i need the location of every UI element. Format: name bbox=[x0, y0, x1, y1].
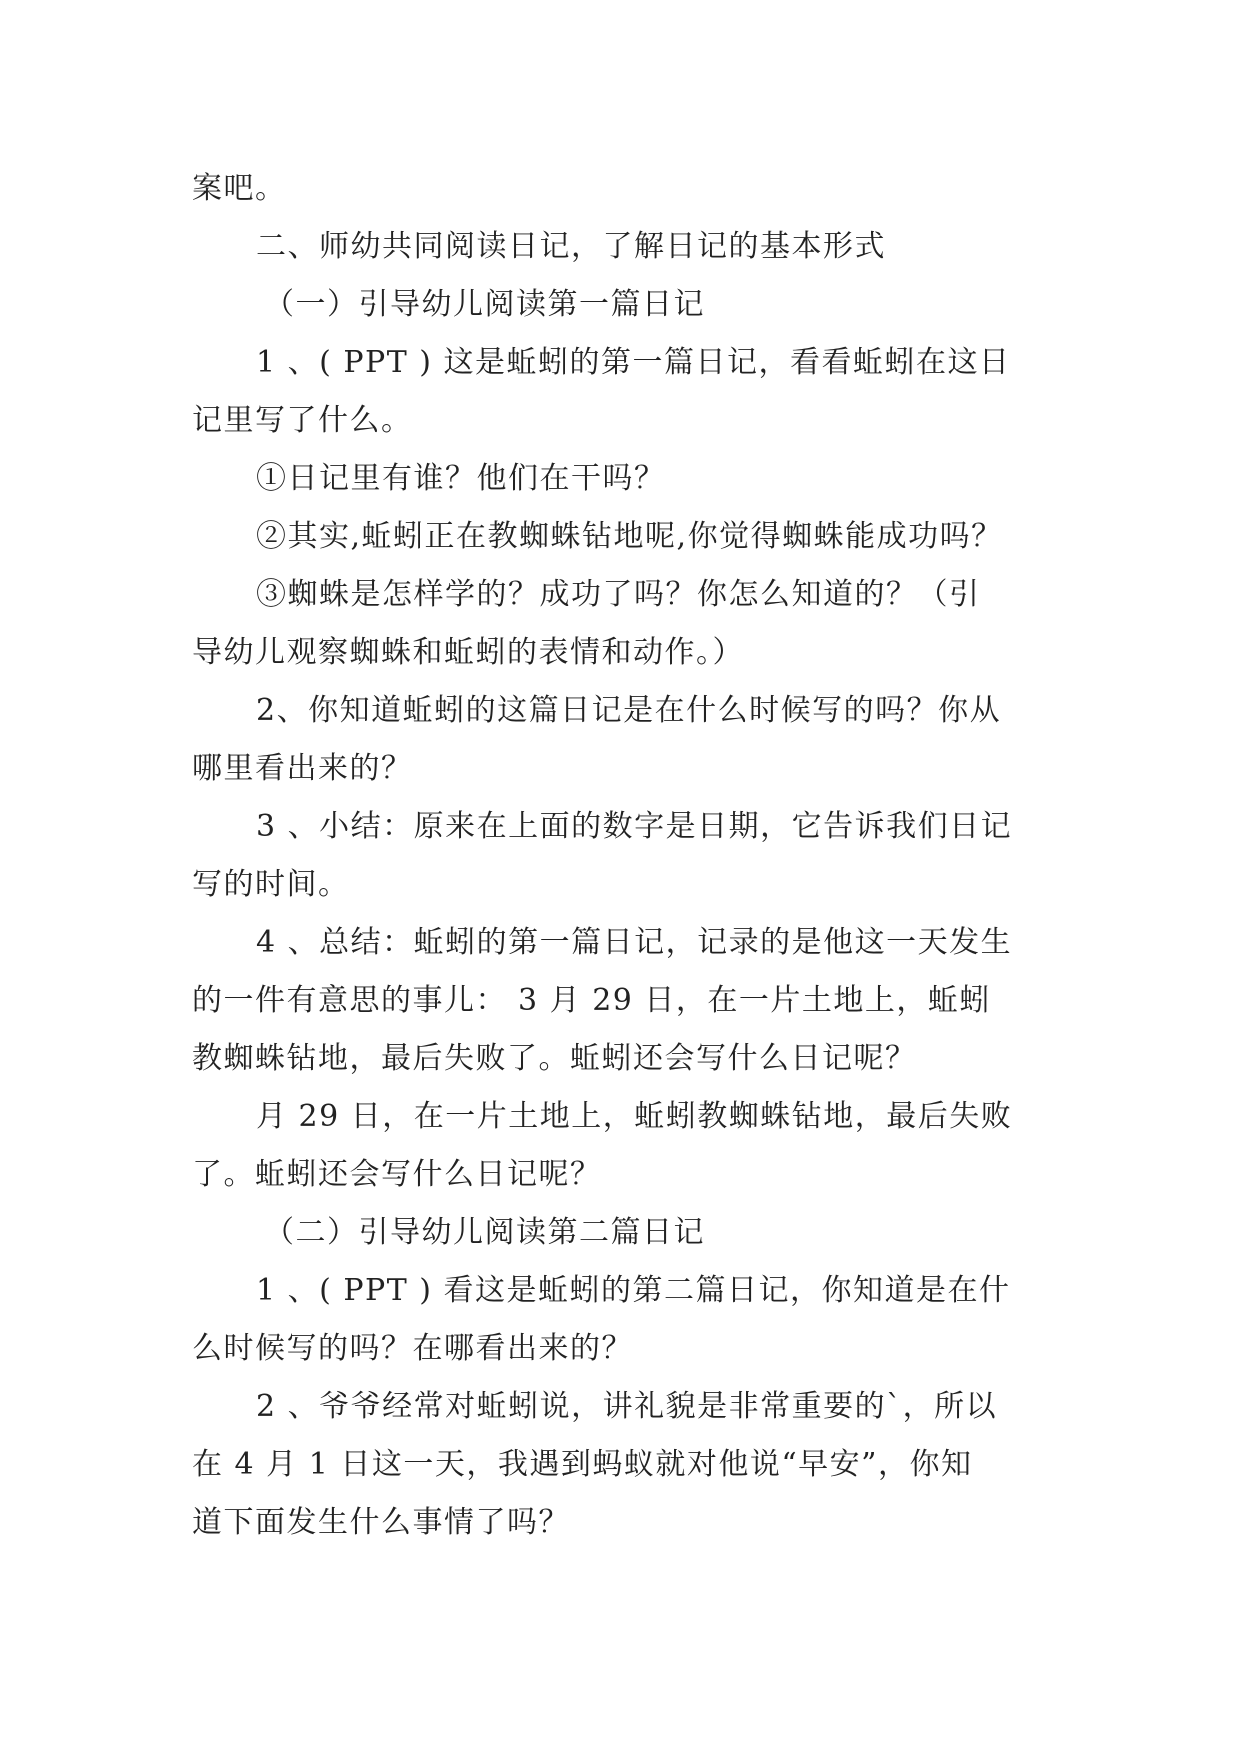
text-line: 月 29 日，在一片土地上，蚯蚓教蜘蛛钻地，最后失败 bbox=[256, 1099, 1013, 1134]
text-line: 了。蚯蚓还会写什么日记呢？ bbox=[192, 1157, 602, 1192]
section-heading: 二、师幼共同阅读日记，了解日记的基本形式 bbox=[256, 229, 886, 264]
text-line: 导幼儿观察蜘蛛和蚯蚓的表情和动作。） bbox=[192, 635, 744, 670]
subsection-heading: （二）引导幼儿阅读第二篇日记 bbox=[264, 1215, 705, 1250]
text-line: 2 、爷爷经常对蚯蚓说，讲礼貌是非常重要的`，所以 bbox=[256, 1389, 998, 1424]
text-line: 哪里看出来的？ bbox=[192, 751, 413, 786]
subsection-heading: （一）引导幼儿阅读第一篇日记 bbox=[264, 287, 705, 322]
text-line: 案吧。 bbox=[192, 171, 287, 206]
text-line: 么时候写的吗？在哪看出来的？ bbox=[192, 1331, 633, 1366]
text-line: ③蜘蛛是怎样学的？成功了吗？你怎么知道的？（引 bbox=[256, 577, 981, 612]
text-line: 教蜘蛛钻地，最后失败了。蚯蚓还会写什么日记呢？ bbox=[192, 1041, 917, 1076]
text-line: 2、你知道蚯蚓的这篇日记是在什么时候写的吗？你从 bbox=[256, 693, 1002, 728]
text-line: 在 4 月 1 日这一天，我遇到蚂蚁就对他说“早安”，你知 bbox=[192, 1447, 973, 1482]
text-line: 1 、( PPT ) 这是蚯蚓的第一篇日记，看看蚯蚓在这日 bbox=[256, 345, 1011, 380]
text-line: 3 、小结：原来在上面的数字是日期，它告诉我们日记 bbox=[256, 809, 1013, 844]
text-line: ②其实,蚯蚓正在教蜘蛛钻地呢,你觉得蜘蛛能成功吗？ bbox=[256, 519, 1003, 554]
text-line: 1 、( PPT ) 看这是蚯蚓的第二篇日记，你知道是在什 bbox=[256, 1273, 1011, 1308]
text-line: 的一件有意思的事儿： 3 月 29 日，在一片土地上，蚯蚓 bbox=[192, 983, 991, 1018]
text-line: 道下面发生什么事情了吗？ bbox=[192, 1505, 570, 1540]
text-line: 4 、总结：蚯蚓的第一篇日记，记录的是他这一天发生 bbox=[256, 925, 1013, 960]
text-line: 写的时间。 bbox=[192, 867, 350, 902]
body-text bbox=[192, 160, 1052, 1552]
text-line: 记里写了什么。 bbox=[192, 403, 413, 438]
text-line: ①日记里有谁？他们在干吗？ bbox=[256, 461, 666, 496]
